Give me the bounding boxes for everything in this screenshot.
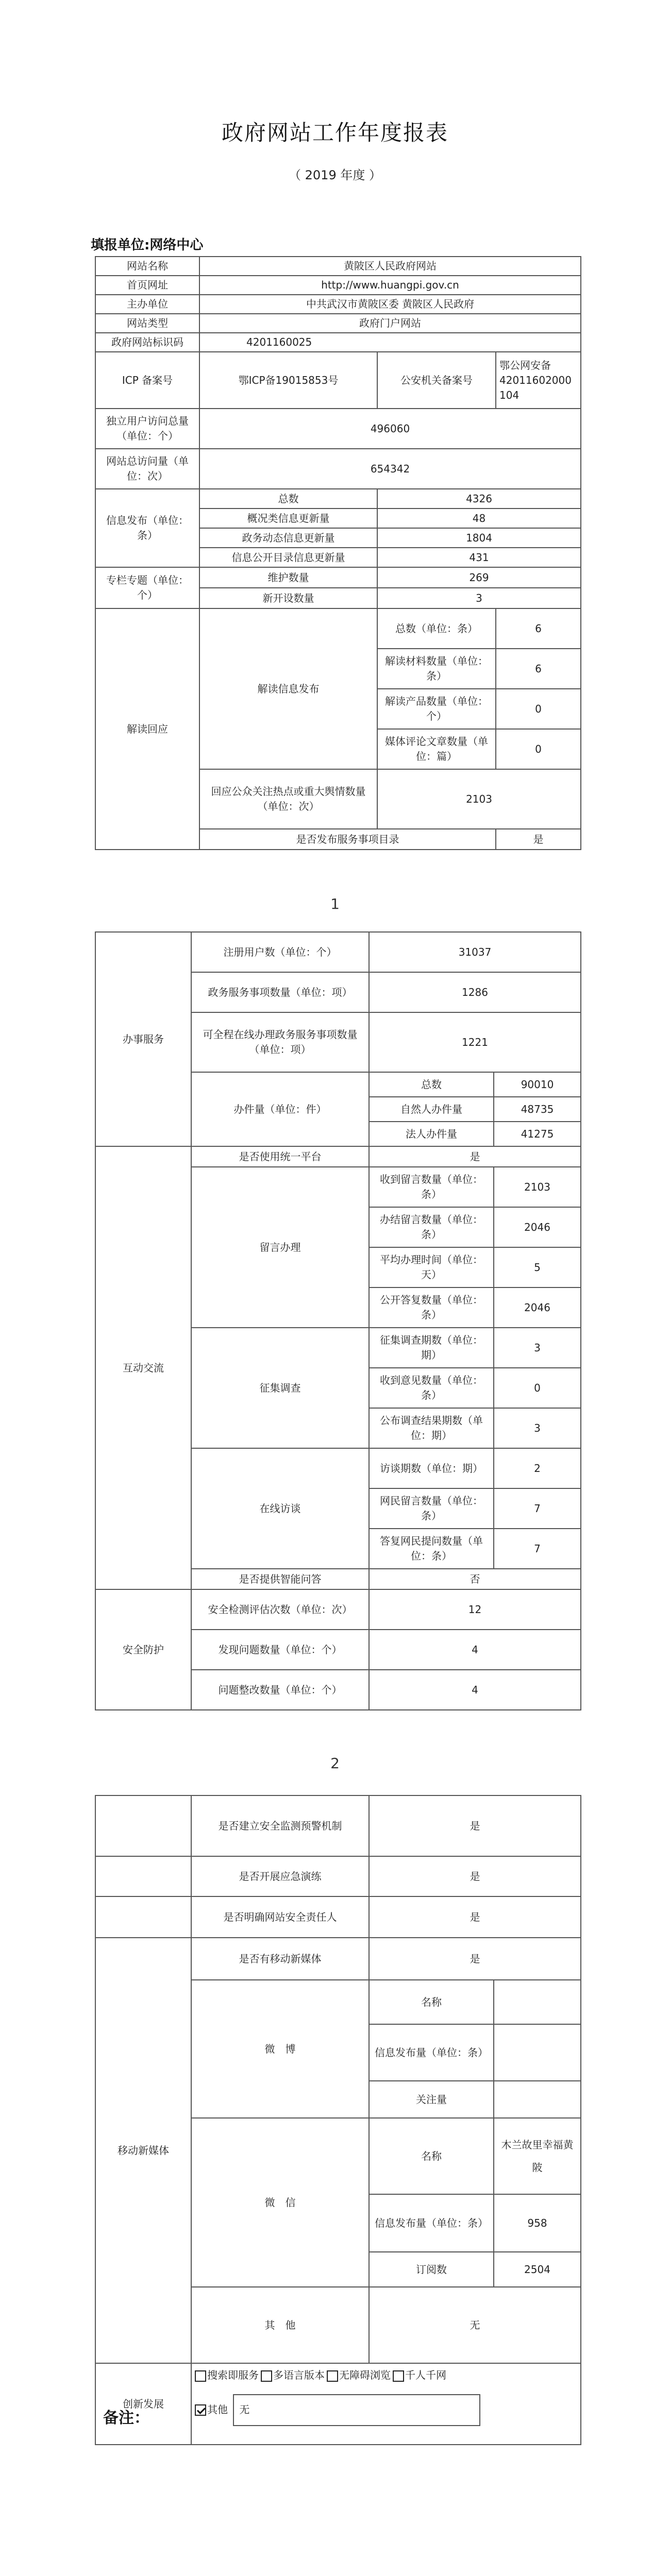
police-org: 鄂公网安备 [499, 359, 551, 371]
cell-label: 自然人办件量 [369, 1097, 494, 1122]
cell-value: 4 [369, 1670, 581, 1710]
cell-label: 独立用户访问总量（单位：个） [95, 409, 199, 449]
site-type: 政府门户网站 [199, 314, 581, 333]
cell-label: 是否有移动新媒体 [191, 1938, 369, 1980]
cell-label: 名称 [369, 2118, 494, 2194]
cell-value: 5 [494, 1247, 581, 1287]
cell-label: 政务服务事项数量（单位：项） [191, 972, 369, 1012]
cell-value: 7 [494, 1488, 581, 1529]
cell-value [494, 2024, 581, 2081]
cell-value: 0 [494, 1368, 581, 1408]
cell-value: 是 [369, 1146, 581, 1167]
uv-value: 496060 [199, 409, 581, 449]
page-number: 2 [330, 1755, 340, 1772]
cell-label: 安全防护 [95, 1589, 191, 1710]
icp-number: 鄂ICP备19015853号 [199, 352, 377, 409]
cell-value [494, 1980, 581, 2024]
other-text-field[interactable]: 无 [233, 2394, 480, 2426]
cell-value: 4 [369, 1630, 581, 1670]
cell-label: 信息发布量（单位：条） [369, 2024, 494, 2081]
cell-label: 解读回应 [95, 608, 199, 850]
cell-label: 政务动态信息更新量 [199, 528, 377, 548]
option-multilingual[interactable] [261, 2368, 325, 2383]
cell-value: 3 [377, 588, 581, 608]
cell-label: 法人办件量 [369, 1122, 494, 1146]
cell-value: 2 [494, 1448, 581, 1488]
pv-value: 654342 [199, 449, 581, 489]
cell-label: 回应公众关注热点或重大舆情数量（单位：次） [199, 769, 377, 829]
cell-label: ICP 备案号 [95, 352, 199, 409]
checkbox-multilingual[interactable] [261, 2370, 272, 2382]
report-year: （ 2019 年度 ） [289, 168, 381, 182]
cell-value: 2046 [494, 1207, 581, 1247]
cell-value: 是 [496, 829, 581, 850]
cell-label: 网民留言数量（单位：条） [369, 1488, 494, 1529]
cell-label: 收到留言数量（单位：条） [369, 1167, 494, 1207]
cell-value: 是 [369, 1896, 581, 1938]
cell-label: 微 信 [191, 2118, 369, 2287]
cell-label: 办事服务 [95, 932, 191, 1146]
cell-label: 信息发布（单位：条） [95, 489, 199, 567]
cell-label: 是否提供智能问答 [191, 1569, 369, 1589]
cell-value: 木兰故里幸福黄陂 [494, 2118, 581, 2194]
option-personalized[interactable] [393, 2368, 446, 2383]
cell-label: 征集调查期数（单位：期） [369, 1328, 494, 1368]
cell-label: 订阅数 [369, 2252, 494, 2287]
cell-value: 6 [496, 649, 581, 689]
cell-label: 公布调查结果期数（单位：期） [369, 1408, 494, 1448]
cell-label: 移动新媒体 [95, 1938, 191, 2363]
cell-label: 解读信息发布 [199, 608, 377, 769]
cell-label: 总数（单位：条） [377, 608, 496, 649]
cell-label: 创新发展 [95, 2363, 191, 2445]
remark-label: 备注： [103, 2409, 149, 2427]
police-record [496, 352, 581, 409]
cell-label: 首页网址 [95, 276, 199, 295]
cell-value: 3 [494, 1408, 581, 1448]
cell-label: 总数 [369, 1072, 494, 1097]
cell-label: 留言办理 [191, 1167, 369, 1328]
page-number: 1 [330, 895, 340, 912]
cell-value: 48 [377, 509, 581, 528]
cell-label: 征集调查 [191, 1328, 369, 1448]
cell-value: 2504 [494, 2252, 581, 2287]
cell-value: 31037 [369, 932, 581, 972]
police-number: 42011602000104 [499, 374, 572, 401]
cell-value: 是 [369, 1856, 581, 1896]
cell-label: 媒体评论文章数量（单位：篇） [377, 729, 496, 769]
checkbox-personalized[interactable] [393, 2370, 404, 2382]
cell-value: 1286 [369, 972, 581, 1012]
cell-label: 访谈期数（单位：期） [369, 1448, 494, 1488]
cell-label: 微 博 [191, 1980, 369, 2118]
cell-label: 收到意见数量（单位：条） [369, 1368, 494, 1408]
cell-label: 是否建立安全监测预警机制 [191, 1795, 369, 1856]
cell-label: 公安机关备案号 [377, 352, 496, 409]
cell-label: 其 他 [191, 2287, 369, 2363]
cell-value: 3 [494, 1328, 581, 1368]
cell-value: 41275 [494, 1122, 581, 1146]
cell-value: 无 [369, 2287, 581, 2363]
cell-value: 4326 [377, 489, 581, 509]
cell-value: 431 [377, 548, 581, 567]
cell-label: 新开设数量 [199, 588, 377, 608]
table-service-interaction [95, 931, 581, 1710]
cell-value: 是 [369, 1938, 581, 1980]
site-name: 黄陂区人民政府网站 [199, 257, 581, 276]
cell-label: 网站名称 [95, 257, 199, 276]
option-label: 搜索即服务 [207, 2369, 259, 2381]
cell-label: 主办单位 [95, 295, 199, 314]
cell-label: 注册用户数（单位：个） [191, 932, 369, 972]
option-other[interactable] [195, 2402, 228, 2417]
innovation-options [191, 2363, 581, 2445]
cell-value: 958 [494, 2194, 581, 2252]
cell-label: 是否发布服务事项目录 [199, 829, 496, 850]
option-label: 其他 [207, 2403, 228, 2416]
cell-label: 是否使用统一平台 [191, 1146, 369, 1167]
cell-label: 关注量 [369, 2081, 494, 2118]
cell-label: 办件量（单位：件） [191, 1072, 369, 1146]
cell-blank [95, 1896, 191, 1938]
cell-value: 90010 [494, 1072, 581, 1097]
checkbox-accessibility[interactable] [327, 2370, 338, 2382]
cell-label: 网站总访问量（单位：次） [95, 449, 199, 489]
cell-value [494, 2081, 581, 2118]
cell-label: 解读产品数量（单位：个） [377, 689, 496, 729]
cell-value: 0 [496, 729, 581, 769]
cell-value: 2046 [494, 1287, 581, 1328]
cell-label: 信息公开目录信息更新量 [199, 548, 377, 567]
cell-value: 0 [496, 689, 581, 729]
cell-label: 维护数量 [199, 567, 377, 588]
cell-value: 269 [377, 567, 581, 588]
cell-label: 名称 [369, 1980, 494, 2024]
cell-label: 是否开展应急演练 [191, 1856, 369, 1896]
option-label: 多语言版本 [273, 2369, 325, 2381]
checkbox-search-service[interactable] [195, 2370, 206, 2382]
report-title: 政府网站工作年度报表 [221, 120, 448, 145]
cell-label: 在线访谈 [191, 1448, 369, 1569]
table-basic-info [95, 256, 581, 850]
option-accessibility[interactable] [327, 2368, 391, 2383]
cell-label: 概况类信息更新量 [199, 509, 377, 528]
checkbox-other[interactable] [195, 2404, 206, 2416]
option-search-service[interactable] [195, 2368, 259, 2383]
cell-label: 可全程在线办理政务服务事项数量（单位：项） [191, 1012, 369, 1072]
cell-label: 总数 [199, 489, 377, 509]
table-security-media [95, 1795, 581, 2445]
cell-label: 专栏专题（单位：个） [95, 567, 199, 608]
cell-blank [95, 1795, 191, 1856]
cell-label: 公开答复数量（单位：条） [369, 1287, 494, 1328]
filing-unit: 填报单位:网络中心 [91, 238, 204, 253]
cell-value: 否 [369, 1569, 581, 1589]
cell-label: 答复网民提问数量（单位：条） [369, 1529, 494, 1569]
home-url: http://www.huangpi.gov.cn [199, 276, 581, 295]
cell-value: 1221 [369, 1012, 581, 1072]
cell-label: 网站类型 [95, 314, 199, 333]
cell-value: 2103 [377, 769, 581, 829]
cell-label: 问题整改数量（单位：个） [191, 1670, 369, 1710]
cell-label: 办结留言数量（单位：条） [369, 1207, 494, 1247]
sponsor: 中共武汉市黄陂区委 黄陂区人民政府 [199, 295, 581, 314]
cell-label: 政府网站标识码 [95, 333, 199, 352]
option-label: 千人千网 [405, 2369, 446, 2381]
site-code: 4201160025 [199, 333, 581, 352]
cell-value: 12 [369, 1589, 581, 1630]
cell-value: 2103 [494, 1167, 581, 1207]
cell-label: 平均办理时间（单位：天） [369, 1247, 494, 1287]
cell-value: 是 [369, 1795, 581, 1856]
cell-label: 发现问题数量（单位：个） [191, 1630, 369, 1670]
cell-label: 互动交流 [95, 1146, 191, 1589]
cell-value: 48735 [494, 1097, 581, 1122]
cell-label: 是否明确网站安全责任人 [191, 1896, 369, 1938]
cell-label: 安全检测评估次数（单位：次） [191, 1589, 369, 1630]
cell-value: 6 [496, 608, 581, 649]
cell-value: 7 [494, 1529, 581, 1569]
cell-blank [95, 1856, 191, 1896]
option-label: 无障碍浏览 [339, 2369, 391, 2381]
cell-label: 解读材料数量（单位：条） [377, 649, 496, 689]
cell-label: 信息发布量（单位：条） [369, 2194, 494, 2252]
cell-value: 1804 [377, 528, 581, 548]
